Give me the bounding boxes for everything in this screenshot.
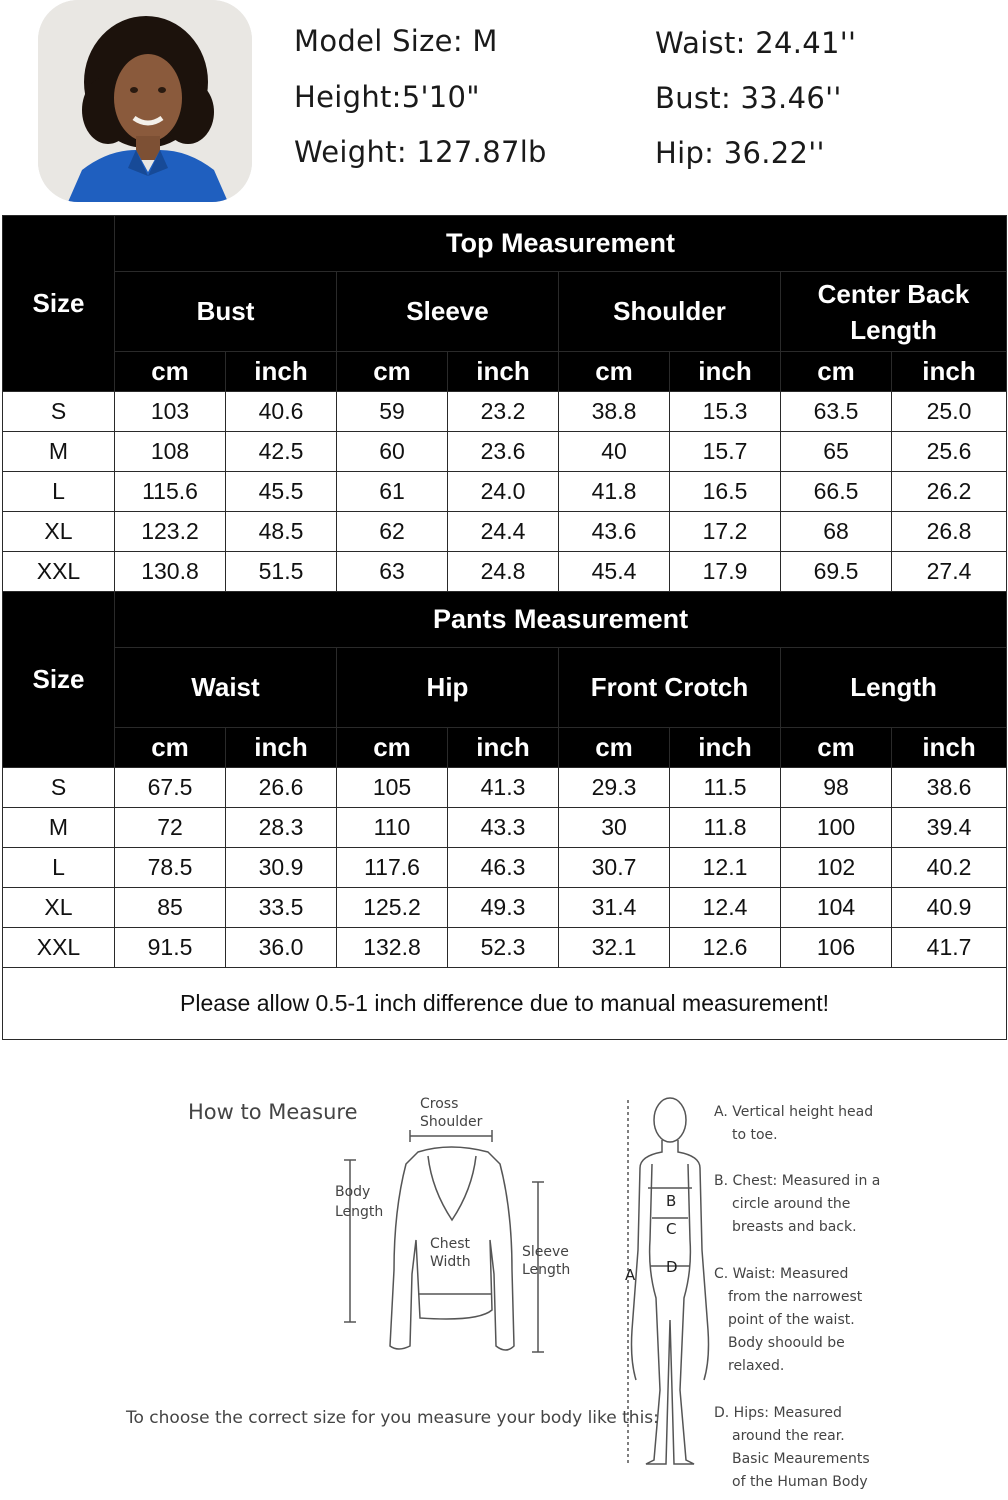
measurement-cell: 25.6 xyxy=(892,432,1007,472)
measurement-cell: 100 xyxy=(781,808,892,848)
size-header: Size xyxy=(3,592,115,768)
size-cell: XL xyxy=(3,512,115,552)
measurement-cell: 62 xyxy=(337,512,448,552)
note-c-line2: from the narrowest xyxy=(728,1289,863,1305)
measurement-cell: 48.5 xyxy=(226,512,337,552)
table-row xyxy=(3,392,1007,432)
table-row xyxy=(3,512,1007,552)
measurement-cell: 25.0 xyxy=(892,392,1007,432)
measurement-cell: 61 xyxy=(337,472,448,512)
note-d-line1: D. Hips: Measured xyxy=(714,1405,842,1421)
unit-header: cm xyxy=(337,728,448,768)
unit-header: inch xyxy=(226,352,337,392)
measurement-cell: 26.6 xyxy=(226,768,337,808)
unit-header: cm xyxy=(559,728,670,768)
note-d-line4: of the Human Body xyxy=(732,1474,868,1490)
measurement-cell: 38.8 xyxy=(559,392,670,432)
measurement-cell: 41.7 xyxy=(892,928,1007,968)
measurement-cell: 40 xyxy=(559,432,670,472)
measurement-cell: 63.5 xyxy=(781,392,892,432)
measurement-cell: 45.5 xyxy=(226,472,337,512)
group-header-shoulder: Shoulder xyxy=(559,272,781,352)
body-length-label-line2: Length xyxy=(335,1204,384,1220)
measurement-cell: 65 xyxy=(781,432,892,472)
measurement-cell: 125.2 xyxy=(337,888,448,928)
unit-header: inch xyxy=(226,728,337,768)
table-row xyxy=(3,432,1007,472)
shoulder-label-line2: Shoulder xyxy=(420,1114,483,1130)
measurement-cell: 27.4 xyxy=(892,552,1007,592)
measurement-cell: 33.5 xyxy=(226,888,337,928)
note-c-line5: relaxed. xyxy=(728,1358,785,1374)
table-row xyxy=(3,472,1007,512)
measurement-cell: 66.5 xyxy=(781,472,892,512)
measurement-cell: 32.1 xyxy=(559,928,670,968)
model-photo xyxy=(38,0,252,202)
note-b-line1: B. Chest: Measured in a xyxy=(714,1173,881,1189)
measurement-cell: 26.2 xyxy=(892,472,1007,512)
measurement-cell: 51.5 xyxy=(226,552,337,592)
group-header-bust: Bust xyxy=(115,272,337,352)
measurement-cell: 29.3 xyxy=(559,768,670,808)
unit-header: cm xyxy=(115,352,226,392)
measurement-cell: 106 xyxy=(781,928,892,968)
measurement-cell: 38.6 xyxy=(892,768,1007,808)
unit-row xyxy=(3,728,1007,768)
unit-header: inch xyxy=(670,728,781,768)
measure-instruction: To choose the correct size for you measure your body like this: xyxy=(126,1408,659,1428)
measurement-cell: 40.2 xyxy=(892,848,1007,888)
unit-header: cm xyxy=(115,728,226,768)
measurement-cell: 132.8 xyxy=(337,928,448,968)
size-cell: M xyxy=(3,432,115,472)
size-cell: M xyxy=(3,808,115,848)
table-row xyxy=(3,888,1007,928)
size-cell: S xyxy=(3,768,115,808)
measurement-cell: 67.5 xyxy=(115,768,226,808)
measurement-cell: 17.2 xyxy=(670,512,781,552)
model-hip: Hip: 36.22'' xyxy=(655,136,825,170)
measurement-cell: 130.8 xyxy=(115,552,226,592)
how-to-measure-title: How to Measure xyxy=(188,1100,358,1124)
measurement-cell: 43.6 xyxy=(559,512,670,552)
note-b-line2: circle around the xyxy=(732,1196,851,1212)
figure-letter-b: B xyxy=(666,1192,677,1210)
model-bust: Bust: 33.46'' xyxy=(655,81,842,115)
unit-header: cm xyxy=(559,352,670,392)
sleeve-length-label-line1: Sleeve xyxy=(522,1244,569,1260)
unit-row xyxy=(3,352,1007,392)
measurement-cell: 24.8 xyxy=(448,552,559,592)
measurement-note: Please allow 0.5-1 inch difference due to manual measurement! xyxy=(3,968,1007,1040)
measurement-cell: 105 xyxy=(337,768,448,808)
table-row xyxy=(3,928,1007,968)
figure-letter-c: C xyxy=(666,1220,677,1238)
measurement-cell: 98 xyxy=(781,768,892,808)
model-waist: Waist: 24.41'' xyxy=(655,26,857,60)
how-to-measure-illustration xyxy=(0,1060,1008,1500)
table-row xyxy=(3,848,1007,888)
group-header-length: Length xyxy=(781,648,1007,728)
pants-table-body xyxy=(3,768,1007,968)
measurement-cell: 68 xyxy=(781,512,892,552)
size-cell: XXL xyxy=(3,928,115,968)
measurement-cell: 17.9 xyxy=(670,552,781,592)
measurement-cell: 52.3 xyxy=(448,928,559,968)
figure-letter-d: D xyxy=(666,1258,678,1276)
measurement-cell: 40.9 xyxy=(892,888,1007,928)
unit-header: cm xyxy=(781,728,892,768)
measurement-cell: 12.4 xyxy=(670,888,781,928)
chest-width-label-line1: Chest xyxy=(430,1236,471,1252)
measurement-cell: 26.8 xyxy=(892,512,1007,552)
chest-width-label-line2: Width xyxy=(430,1254,471,1270)
group-header-front-crotch: Front Crotch xyxy=(559,648,781,728)
note-a-line2: to toe. xyxy=(732,1127,778,1143)
measurement-cell: 85 xyxy=(115,888,226,928)
measurement-cell: 63 xyxy=(337,552,448,592)
cross-label-line1: Cross xyxy=(420,1096,459,1112)
size-cell: S xyxy=(3,392,115,432)
model-size: Model Size: M xyxy=(294,24,498,58)
measurement-cell: 42.5 xyxy=(226,432,337,472)
measurement-cell: 110 xyxy=(337,808,448,848)
unit-header: inch xyxy=(448,352,559,392)
measurement-cell: 43.3 xyxy=(448,808,559,848)
measurement-cell: 115.6 xyxy=(115,472,226,512)
unit-header: inch xyxy=(892,352,1007,392)
figure-letter-a: A xyxy=(625,1266,636,1284)
measurement-cell: 28.3 xyxy=(226,808,337,848)
size-header: Size xyxy=(3,216,115,392)
how-to-measure-diagram xyxy=(0,1060,1008,1500)
group-header-waist: Waist xyxy=(115,648,337,728)
measurement-cell: 117.6 xyxy=(337,848,448,888)
note-b-line3: breasts and back. xyxy=(732,1219,857,1235)
note-a-line1: A. Vertical height head xyxy=(714,1104,874,1120)
group-header-hip: Hip xyxy=(337,648,559,728)
model-height: Height:5'10" xyxy=(294,80,480,114)
measurement-cell: 12.6 xyxy=(670,928,781,968)
measurement-cell: 69.5 xyxy=(781,552,892,592)
measurement-cell: 23.6 xyxy=(448,432,559,472)
unit-header: inch xyxy=(448,728,559,768)
note-d-line2: around the rear. xyxy=(732,1428,845,1444)
measurement-cell: 30 xyxy=(559,808,670,848)
measurement-cell: 102 xyxy=(781,848,892,888)
top-measurement-title: Top Measurement xyxy=(115,216,1007,272)
group-header-center-back-length: Center Back Length xyxy=(781,272,1007,352)
measurement-cell: 59 xyxy=(337,392,448,432)
model-portrait-image xyxy=(38,0,252,202)
measurement-cell: 30.7 xyxy=(559,848,670,888)
measurement-cell: 30.9 xyxy=(226,848,337,888)
body-length-label-line1: Body xyxy=(335,1184,371,1200)
note-c-line1: C. Waist: Measured xyxy=(714,1266,849,1282)
measurement-cell: 11.5 xyxy=(670,768,781,808)
measurement-cell: 31.4 xyxy=(559,888,670,928)
measurement-cell: 41.3 xyxy=(448,768,559,808)
unit-header: cm xyxy=(781,352,892,392)
group-header-sleeve: Sleeve xyxy=(337,272,559,352)
pants-measurement-table xyxy=(2,591,1007,1040)
size-cell: L xyxy=(3,848,115,888)
measurement-cell: 23.2 xyxy=(448,392,559,432)
size-cell: XXL xyxy=(3,552,115,592)
measurement-cell: 15.7 xyxy=(670,432,781,472)
measurement-cell: 104 xyxy=(781,888,892,928)
unit-header: cm xyxy=(337,352,448,392)
measurement-cell: 11.8 xyxy=(670,808,781,848)
measurement-cell: 78.5 xyxy=(115,848,226,888)
measurement-cell: 72 xyxy=(115,808,226,848)
measurement-cell: 16.5 xyxy=(670,472,781,512)
measurement-cell: 49.3 xyxy=(448,888,559,928)
measurement-cell: 45.4 xyxy=(559,552,670,592)
note-d-line3: Basic Meaurements xyxy=(732,1451,870,1467)
measurement-cell: 91.5 xyxy=(115,928,226,968)
top-table-body xyxy=(3,392,1007,592)
measurement-cell: 24.0 xyxy=(448,472,559,512)
table-row xyxy=(3,808,1007,848)
measurement-cell: 60 xyxy=(337,432,448,472)
model-weight: Weight: 127.87lb xyxy=(294,135,547,169)
note-c-line3: point of the waist. xyxy=(728,1312,855,1328)
unit-header: inch xyxy=(892,728,1007,768)
pants-measurement-title: Pants Measurement xyxy=(115,592,1007,648)
measurement-cell: 103 xyxy=(115,392,226,432)
table-row xyxy=(3,552,1007,592)
measurement-cell: 15.3 xyxy=(670,392,781,432)
size-cell: L xyxy=(3,472,115,512)
measurement-cell: 123.2 xyxy=(115,512,226,552)
table-row xyxy=(3,768,1007,808)
measurement-cell: 41.8 xyxy=(559,472,670,512)
top-measurement-table xyxy=(2,215,1007,592)
measurement-cell: 40.6 xyxy=(226,392,337,432)
measurement-cell: 108 xyxy=(115,432,226,472)
size-cell: XL xyxy=(3,888,115,928)
measurement-cell: 24.4 xyxy=(448,512,559,552)
measurement-cell: 39.4 xyxy=(892,808,1007,848)
sleeve-length-label-line2: Length xyxy=(522,1262,571,1278)
note-c-line4: Body shoould be xyxy=(728,1335,845,1351)
measurement-cell: 12.1 xyxy=(670,848,781,888)
measurement-cell: 46.3 xyxy=(448,848,559,888)
unit-header: inch xyxy=(670,352,781,392)
measurement-cell: 36.0 xyxy=(226,928,337,968)
